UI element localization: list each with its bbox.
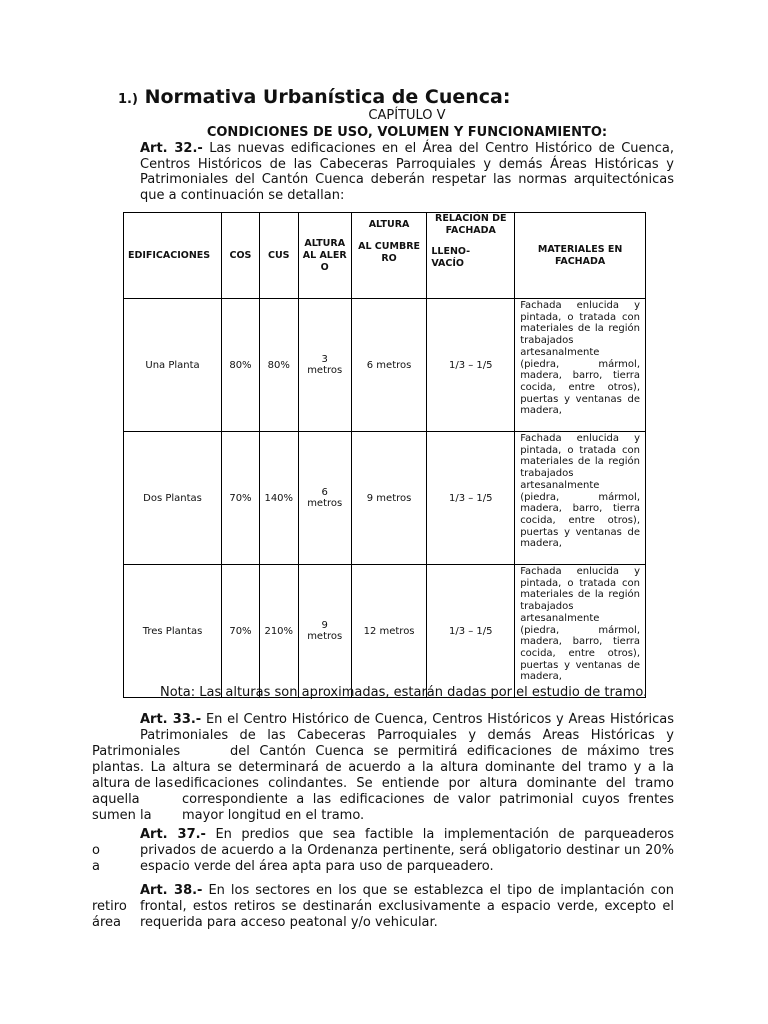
header-edificaciones: EDIFICACIONES [124,213,222,299]
section-title: Normativa Urbanística de Cuenca: [144,86,511,108]
table-row [124,299,646,432]
article-33-margin: altura de las [92,776,174,791]
header-relacion-fachada [427,213,515,299]
article-33-line: Patrimoniales de las Cabeceras Parroquiales y demás Áreas Históricas y [140,728,674,743]
chapter-title: CAPÍTULO V [368,108,446,123]
article-38-margin: retiro [92,899,127,914]
article-37-line: o privados de acuerdo a la Ordenanza pertinente, será obligatorio destinar un 20% [92,843,674,858]
article-38-line: retiro frontal, estos retiros se destinarán exclusivamente a espacio verde, excepto el [92,899,674,914]
section-number: 1.) [118,92,138,107]
header-altura-alero: ALTURA AL ALERO [298,213,351,299]
article-38-line: Art. 38.- En los sectores en los que se establezca el tipo de implantación con [140,883,674,898]
chapter-subtitle: CONDICIONES DE USO, VOLUMEN Y FUNCIONAMIENTO: [206,125,608,140]
header-cus: CUS [259,213,298,299]
article-37 [92,827,674,875]
article-37-line: Art. 37.- En predios que sea factible la implementación de parqueaderos [140,827,674,842]
article-37-label: Art. 37.- [140,827,206,842]
article-33-line: sumen la mayor longitud en el tramo. [92,808,365,823]
table-header-row [124,213,646,299]
cell-edificacion: Una Planta [124,299,222,432]
cell-cos: 80% [222,299,260,432]
article-37-margin: a [92,859,100,874]
norm-table [123,212,646,698]
cell-cos: 70% [222,565,260,698]
header-altura-cumbrero-line1: ALTURA [368,219,410,230]
article-37-margin: o [92,843,100,858]
article-33-line: Art. 33.- En el Centro Histórico de Cuenca, Centros Históricos y Áreas Históricas [140,712,674,727]
cell-altura-cumbrero: 12 metros [351,565,427,698]
article-33-line: aquella correspondiente a las edificaciones de valor patrimonial cuyos frentes [92,792,674,807]
article-38-line: área requerida para acceso peatonal y/o vehicular. [92,915,438,930]
header-altura-cumbrero-line2: AL CUMBRERO [358,241,420,264]
cell-cos: 70% [222,432,260,565]
article-33-line: plantas. La altura se determinará de acuerdo a la altura dominante del tramo y a la [92,760,674,775]
header-materiales: MATERIALES EN FACHADA [515,213,646,299]
cell-altura-cumbrero: 6 metros [351,299,427,432]
table-row [124,565,646,698]
header-altura-cumbrero [351,213,427,299]
article-38-label: Art. 38.- [140,883,203,898]
article-33-line: Patrimoniales del Cantón Cuenca se permitirá edificaciones de máximo tres [92,744,674,759]
article-33 [92,712,674,824]
header-cos: COS [222,213,260,299]
article-32 [140,141,674,203]
article-32-text: Las nuevas edificaciones en el Área del Centro Histórico de Cuenca, Centros Históricos de las Cabeceras Parroquiales y demás Áreas Históricas y Patrimoniales del Cantón Cuenca deberán respetar las normas arquitectónicas que a continuación se detallan: [140,141,674,203]
cell-materiales: Fachada enlucida y pintada, o tratada con materiales de la región trabajados artesanalmente (piedra, mármol, madera, barro, tierra cocida, entre otros), puertas y ventanas de madera, [515,432,646,565]
cell-relacion: 1/3 – 1/5 [427,432,515,565]
cell-materiales: Fachada enlucida y pintada, o tratada con materiales de la región trabajados artesanalmente (piedra, mármol, madera, barro, tierra cocida, entre otros), puertas y ventanas de madera, [515,565,646,698]
table-note: Nota: Las alturas son aproximadas, estarán dadas por el estudio de tramo. [160,685,648,700]
cell-altura-cumbrero: 9 metros [351,432,427,565]
cell-cus: 140% [259,432,298,565]
cell-relacion: 1/3 – 1/5 [427,565,515,698]
article-37-line: a espacio verde del área apta para uso de parqueadero. [92,859,494,874]
article-33-label: Art. 33.- [140,712,202,727]
cell-edificacion: Tres Plantas [124,565,222,698]
article-32-label: Art. 32.- [140,141,203,156]
cell-edificacion: Dos Plantas [124,432,222,565]
table-row [124,432,646,565]
section-heading [118,86,510,108]
article-33-line: altura de las edificaciones colindantes. Se entiende por altura dominante del tramo [92,776,674,791]
cell-materiales: Fachada enlucida y pintada, o tratada con materiales de la región trabajados artesanalmente (piedra, mármol, madera, barro, tierra cocida, entre otros), puertas y ventanas de madera, [515,299,646,432]
cell-cus: 80% [259,299,298,432]
article-33-margin: Patrimoniales [92,744,181,759]
cell-cus: 210% [259,565,298,698]
cell-altura-alero: 6 metros [298,432,351,565]
cell-altura-alero: 3 metros [298,299,351,432]
article-38 [92,883,674,931]
header-relacion-line1: RELACIÓN DE FACHADA [435,213,507,236]
article-33-margin: aquella [92,792,140,807]
cell-altura-alero: 9 metros [298,565,351,698]
cell-relacion: 1/3 – 1/5 [427,299,515,432]
article-33-margin: sumen la [92,808,152,823]
header-relacion-line2: LLENO-VACÍO [431,246,471,269]
article-38-margin: área [92,915,121,930]
